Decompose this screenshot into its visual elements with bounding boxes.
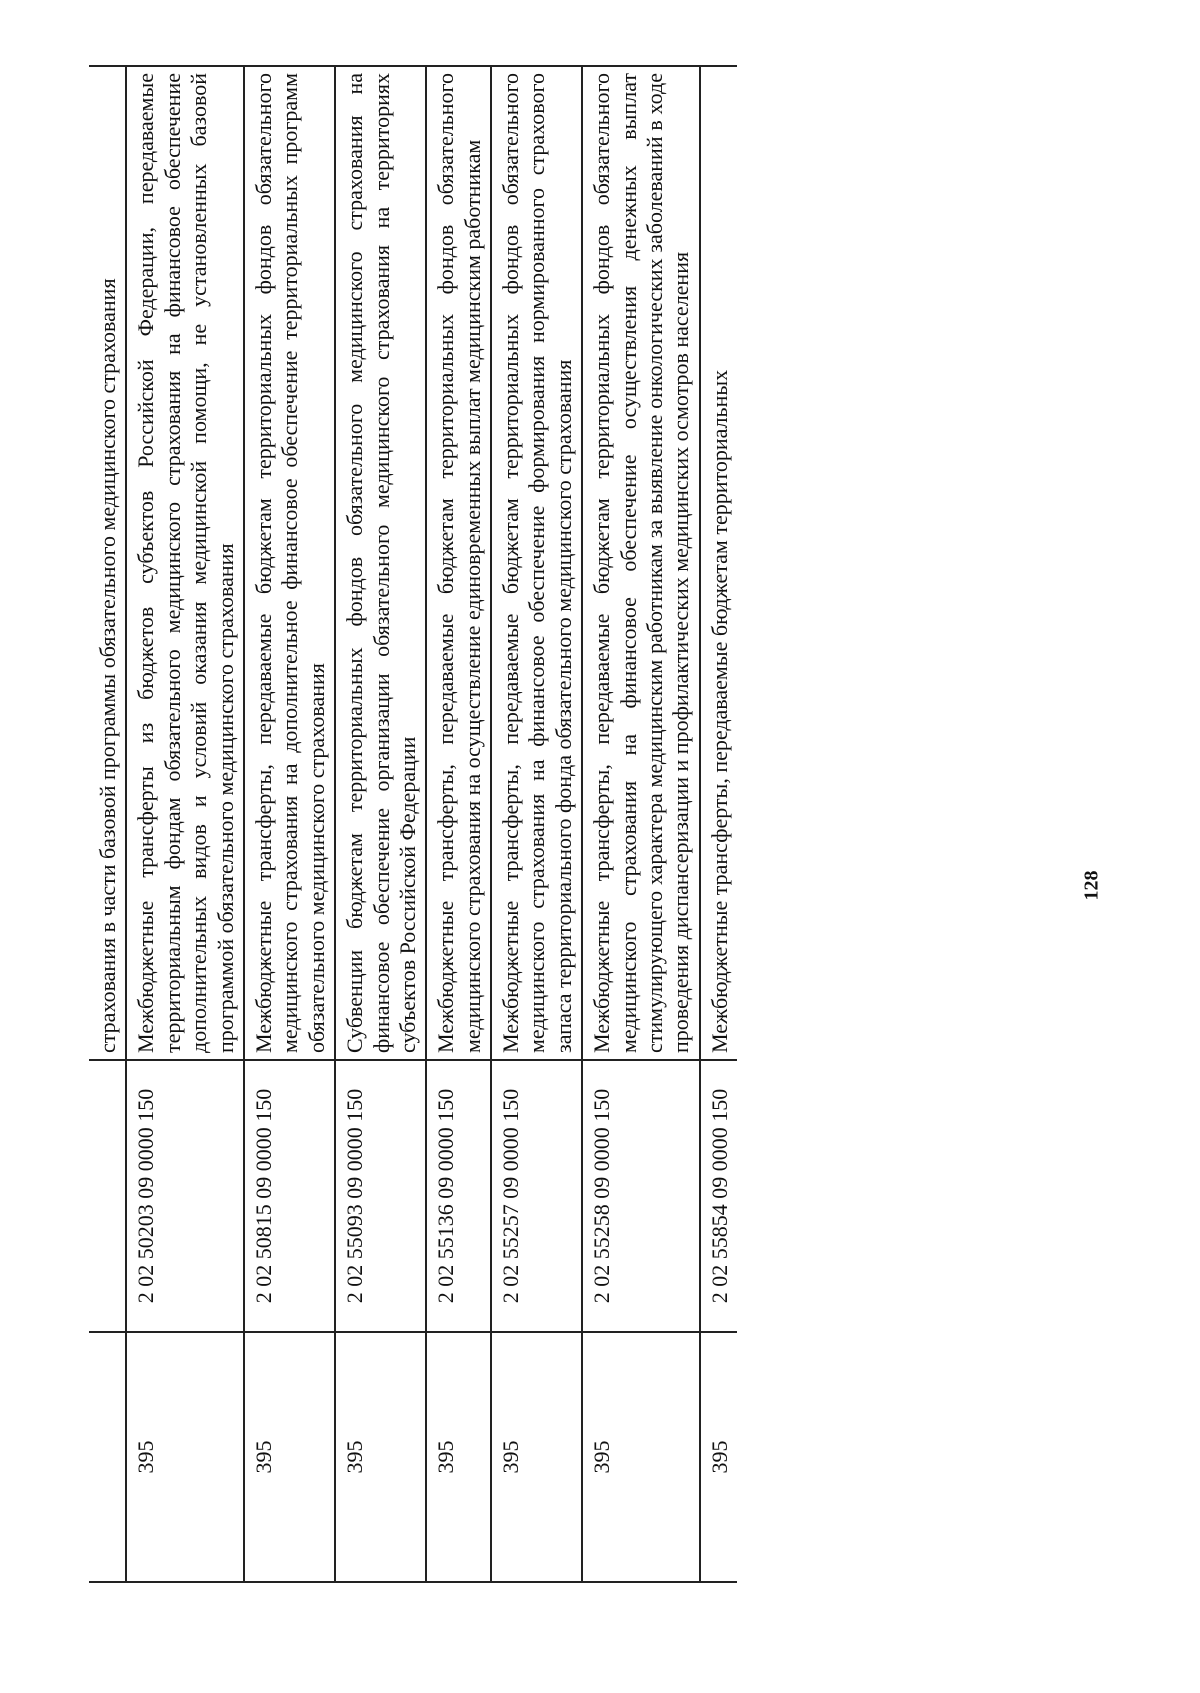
- budget-code-cell: 2 02 50815 09 0000 150: [244, 1060, 335, 1332]
- admin-code-cell: 395: [582, 1332, 700, 1582]
- budget-code-cell: [89, 1060, 126, 1332]
- table-row: [126, 66, 244, 1582]
- table-row: [700, 66, 737, 1582]
- admin-code-cell: [89, 1332, 126, 1582]
- budget-code-cell: 2 02 55258 09 0000 150: [582, 1060, 700, 1332]
- table-row: [426, 66, 491, 1582]
- table-row: [244, 66, 335, 1582]
- admin-code-cell: 395: [426, 1332, 491, 1582]
- admin-code-cell: 395: [335, 1332, 426, 1582]
- description-cell: Межбюджетные трансферты из бюджетов субъектов Российской Федерации, передаваемые территориальным фондам обязательного медицинского страхования на финансовое обеспечение дополнительных видов и условий оказания медицинской помощи, не установленных базовой программой обязательного медицинского страхования: [126, 66, 244, 1060]
- admin-code-cell: 395: [126, 1332, 244, 1582]
- budget-code-cell: 2 02 55854 09 0000 150: [700, 1060, 737, 1332]
- table-row: [491, 66, 582, 1582]
- budget-codes-table: [89, 65, 737, 1583]
- table-row: [89, 66, 126, 1582]
- description-cell: Межбюджетные трансферты, передаваемые бюджетам территориальных фондов обязательного медицинского страхования на дополнительное финансовое обеспечение территориальных программ обязательного медицинского страхования: [244, 66, 335, 1060]
- table-row: [582, 66, 700, 1582]
- budget-code-cell: 2 02 55257 09 0000 150: [491, 1060, 582, 1332]
- description-cell: Межбюджетные трансферты, передаваемые бюджетам территориальных: [700, 66, 737, 1060]
- description-cell: страхования в части базовой программы обязательного медицинского страхования: [89, 66, 126, 1060]
- description-cell: Межбюджетные трансферты, передаваемые бюджетам территориальных фондов обязательного медицинского страхования на финансовое обеспечение осуществления денежных выплат стимулирующего характера медицинским работникам за выявление онкологических заболеваний в ходе проведения диспансеризации и профилактических медицинских осмотров населения: [582, 66, 700, 1060]
- budget-code-cell: 2 02 55093 09 0000 150: [335, 1060, 426, 1332]
- admin-code-cell: 395: [491, 1332, 582, 1582]
- rotated-content: [89, 73, 1079, 1583]
- page-number-text: 128: [1080, 870, 1103, 900]
- budget-code-cell: 2 02 55136 09 0000 150: [426, 1060, 491, 1332]
- page-number: [1072, 855, 1112, 915]
- admin-code-cell: 395: [244, 1332, 335, 1582]
- description-cell: Межбюджетные трансферты, передаваемые бюджетам территориальных фондов обязательного медицинского страхования на финансовое обеспечение формирования нормированного страхового запаса территориального фонда обязательного медицинского страхования: [491, 66, 582, 1060]
- table-row: [335, 66, 426, 1582]
- budget-code-cell: 2 02 50203 09 0000 150: [126, 1060, 244, 1332]
- description-cell: Субвенции бюджетам территориальных фондов обязательного медицинского страхования на финансовое обеспечение организации обязательного медицинского страхования на территориях субъектов Российской Федерации: [335, 66, 426, 1060]
- description-cell: Межбюджетные трансферты, передаваемые бюджетам территориальных фондов обязательного медицинского страхования на осуществление единовременных выплат медицинским работникам: [426, 66, 491, 1060]
- admin-code-cell: 395: [700, 1332, 737, 1582]
